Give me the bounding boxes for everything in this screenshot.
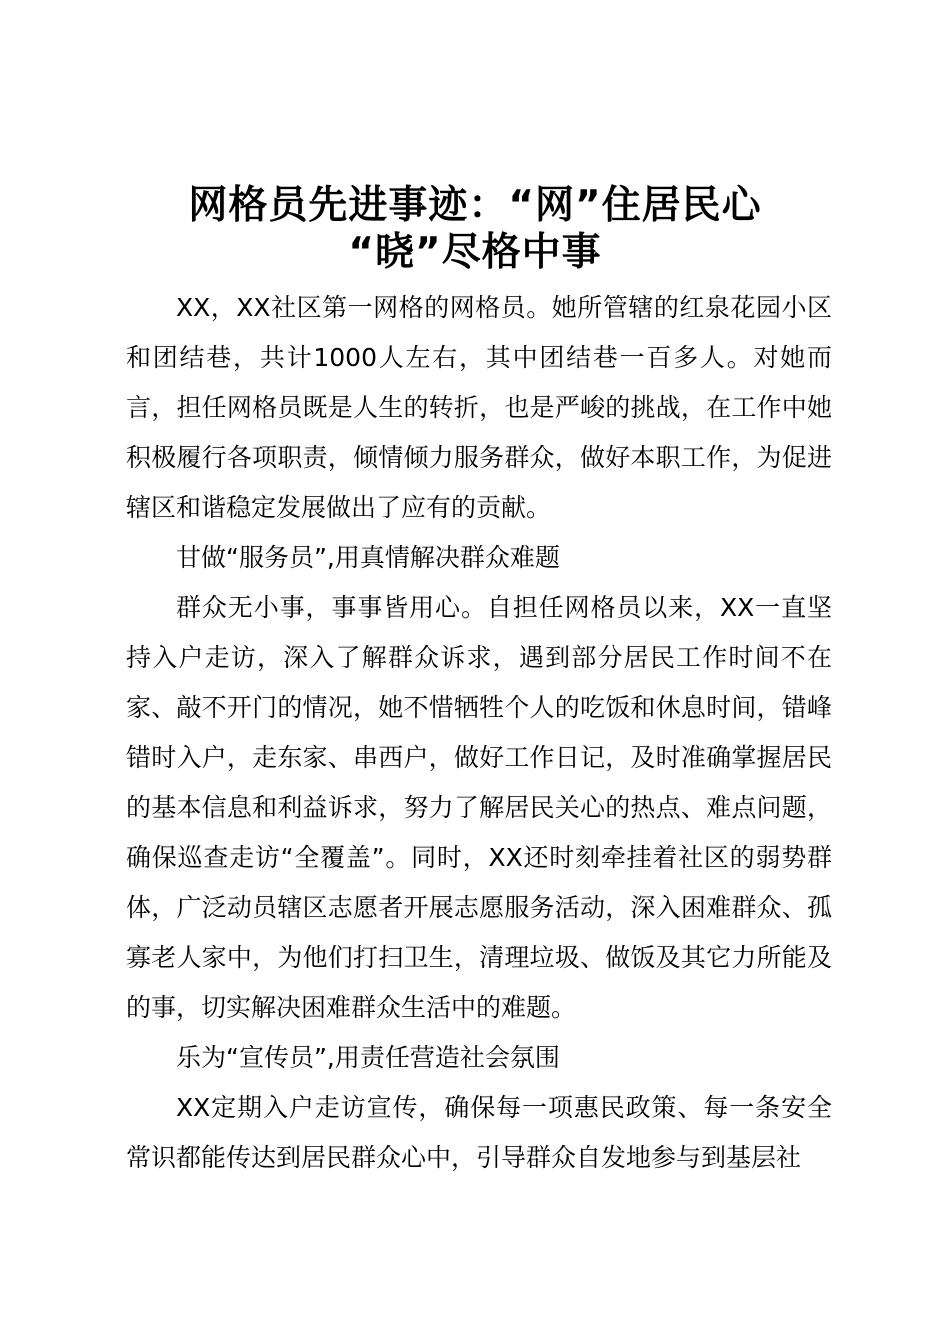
title-line-1: 网格员先进事迹：“网”住居民心: [188, 183, 762, 228]
title-line-2: “晓”尽格中事: [348, 230, 602, 275]
body-paragraph-intro: XX，XX社区第一网格的网格员。她所管辖的红泉花园小区和团结巷，共计1000人左右，其中团结巷一百多人。对她而言，担任网格员既是人生的转折，也是严峻的挑战，在工作中她积极履行各项职责，倾情倾力服务群众，做好本职工作，为促进辖区和谐稳定发展做出了应有的贡献。: [126, 293, 832, 522]
document-body: [126, 283, 832, 1183]
body-paragraph-service: 群众无小事，事事皆用心。自担任网格员以来，XX一直坚持入户走访，深入了解群众诉求，遇到部分居民工作时间不在家、敲不开门的情况，她不惜牺牲个人的吃饭和休息时间，错峰错时入户，走东家、串西户，做好工作日记，及时准确掌握居民的基本信息和利益诉求，努力了解居民关心的热点、难点问题，确保巡查走访“全覆盖”。同时，XX还时刻牵挂着社区的弱势群体，广泛动员辖区志愿者开展志愿服务活动，深入困难群众、孤寡老人家中，为他们打扫卫生，清理垃圾、做饭及其它力所能及的事，切实解决困难群众生活中的难题。: [126, 593, 832, 1022]
section-heading-service: 甘做“服务员”,用真情解决群众难题: [176, 543, 560, 572]
body-paragraph-publicity: XX定期入户走访宣传，确保每一项惠民政策、每一条安全常识都能传达到居民群众心中，引导群众自发地参与到基层社: [126, 1093, 832, 1172]
document-title: [120, 182, 830, 276]
section-heading-publicity: 乐为“宣传员”,用责任营造社会氛围: [176, 1043, 560, 1072]
